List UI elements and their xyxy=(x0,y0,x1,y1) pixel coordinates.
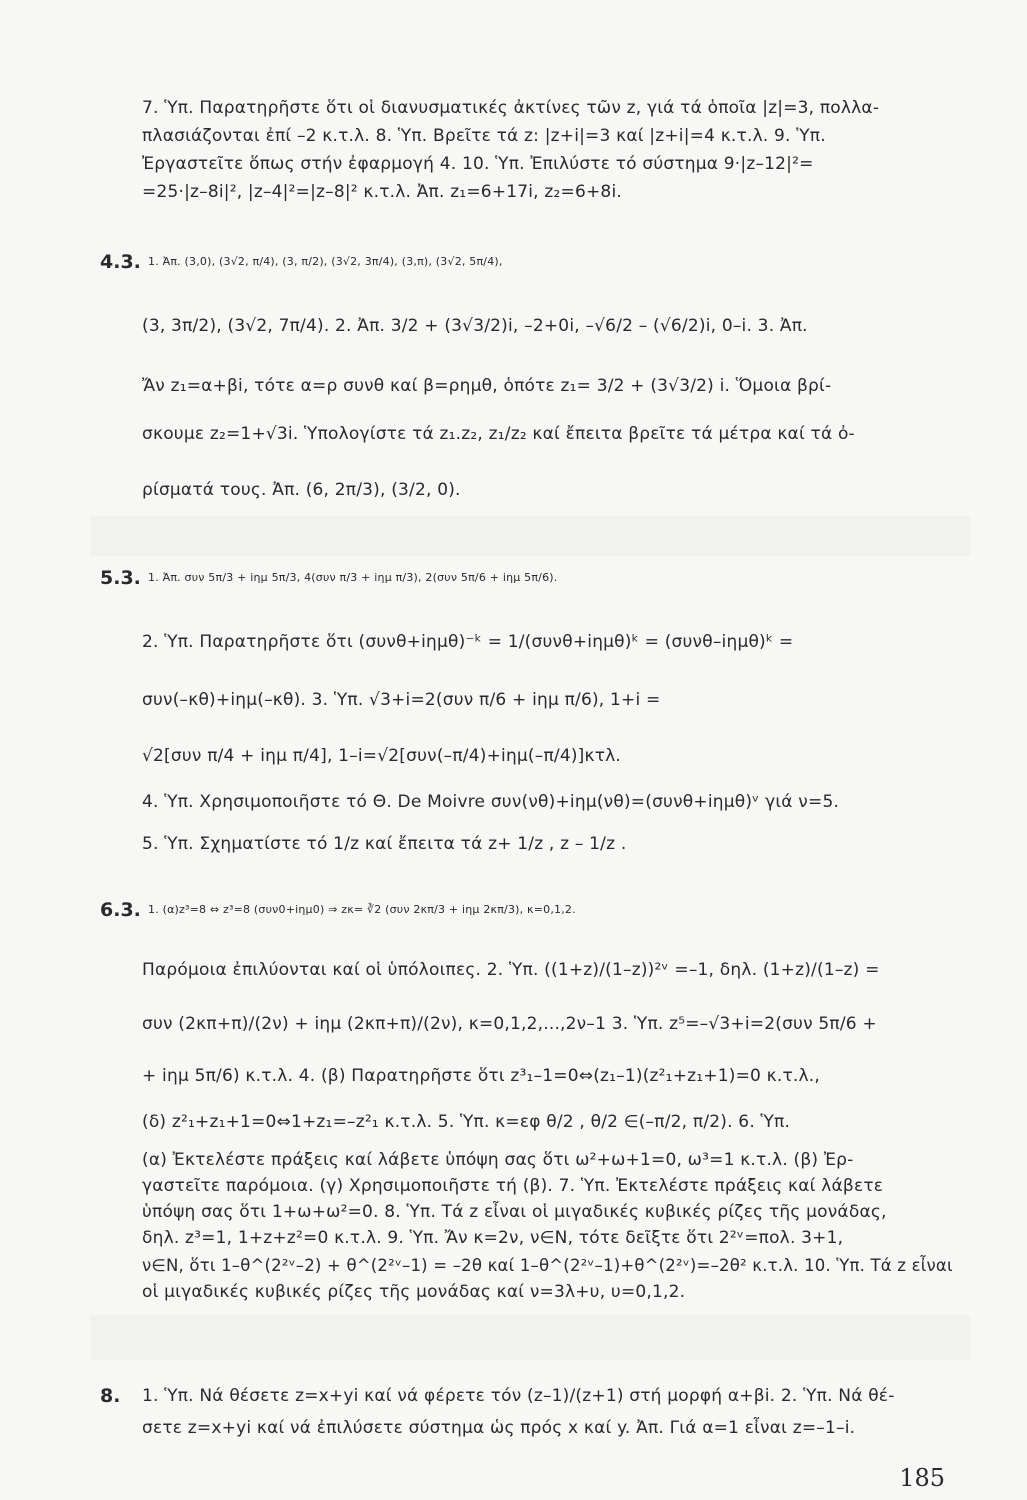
text-line: ὑπόψη σας ὅτι 1+ω+ω²=0. 8. Ὑπ. Τά z εἶναι οἱ μιγαδικές κυβικές ρίζες τῆς μονάδας, xyxy=(142,1202,887,1222)
text-line: 7. Ὑπ. Παρατηρῆστε ὅτι οἱ διανυσματικές ἀκτίνες τῶν z, γιά τά ὁποῖα |z|=3, πολλα- xyxy=(142,98,880,118)
text-line: Παρόμοια ἐπιλύονται καί οἱ ὑπόλοιπες. 2. Ὑπ. ((1+z)/(1–z))²ᵛ =–1, δηλ. (1+z)/(1–z) = xyxy=(142,960,880,980)
text-line: (3, 3π/2), (3√2, 7π/4). 2. Ἀπ. 3/2 + (3√3/2)i, –2+0i, –√6/2 – (√6/2)i, 0–i. 3. Ἀπ. xyxy=(142,316,808,336)
text-line: 4. Ὑπ. Χρησιμοποιῆστε τό Θ. De Moivre συν(νθ)+iημ(νθ)=(συνθ+iημθ)ᵛ γιά ν=5. xyxy=(142,792,840,812)
text-line: Ἐργαστεῖτε ὅπως στήν ἐφαρμογή 4. 10. Ὑπ. Ἐπιλύστε τό σύστημα 9·|z–12|²= xyxy=(142,154,814,174)
text-line: ν∈N, ὅτι 1–θ^(2²ᵛ–2) + θ^(2²ᵛ–1) = –2θ καί 1–θ^(2²ᵛ–1)+θ^(2²ᵛ)=–2θ² κ.τ.λ. 10. Ὑπ. Τά z εἶναι xyxy=(142,1256,953,1275)
text-line: (δ) z²₁+z₁+1=0⇔1+z₁=–z²₁ κ.τ.λ. 5. Ὑπ. κ=εφ θ/2 , θ/2 ∈(–π/2, π/2). 6. Ὑπ. xyxy=(142,1112,791,1132)
text-line: συν(–κθ)+iημ(–κθ). 3. Ὑπ. √3+i=2(συν π/6 + iημ π/6), 1+i = xyxy=(142,690,661,710)
text-line: γαστεῖτε παρόμοια. (γ) Χρησιμοποιῆστε τή (β). 7. Ὑπ. Ἐκτελέστε πράξεις καί λάβετε xyxy=(142,1176,884,1196)
section-label: 5.3. xyxy=(100,567,141,589)
text-line: οἱ μιγαδικές κυβικές ρίζες τῆς μονάδας καί ν=3λ+υ, υ=0,1,2. xyxy=(142,1282,686,1302)
text-line: 1. Ὑπ. Νά θέσετε z=x+yi καί νά φέρετε τόν (z–1)/(z+1) στή μορφή α+βi. 2. Ὑπ. Νά θέ- xyxy=(142,1386,895,1406)
section-label: 8. xyxy=(100,1385,121,1407)
text-line: + iημ 5π/6) κ.τ.λ. 4. (β) Παρατηρῆστε ὅτι z³₁–1=0⇔(z₁–1)(z²₁+z₁+1)=0 κ.τ.λ., xyxy=(142,1066,820,1086)
text-line: 1. (α)z³=8 ⇔ z³=8 (συν0+iημ0) ⇒ zκ= ∛2 (συν 2κπ/3 + iημ 2κπ/3), κ=0,1,2. xyxy=(148,903,576,916)
text-line: Ἄν z₁=α+βi, τότε α=ρ συνθ καί β=ρημθ, ὁπότε z₁= 3/2 + (3√3/2) i. Ὅμοια βρί- xyxy=(142,376,832,396)
text-line: =25·|z–8i|², |z–4|²=|z–8|² κ.τ.λ. Ἀπ. z₁=6+17i, z₂=6+8i. xyxy=(142,182,622,202)
page-number: 185 xyxy=(899,1464,945,1492)
text-line: σκουμε z₂=1+√3i. Ὑπολογίστε τά z₁.z₂, z₁/z₂ καί ἔπειτα βρεῖτε τά μέτρα καί τά ὀ- xyxy=(142,424,855,444)
text-line: σετε z=x+yi καί νά ἐπιλύσετε σύστημα ὡς πρός x καί y. Ἀπ. Γιά α=1 εἶναι z=–1–i. xyxy=(142,1418,856,1438)
text-line: ρίσματά τους. Ἀπ. (6, 2π/3), (3/2, 0). xyxy=(142,480,461,500)
text-line: δηλ. z³=1, 1+z+z²=0 κ.τ.λ. 9. Ὑπ. Ἄν κ=2ν, ν∈N, τότε δεῖξτε ὅτι 2²ᵛ=πολ. 3+1, xyxy=(142,1228,844,1248)
text-line: (α) Ἐκτελέστε πράξεις καί λάβετε ὑπόψη σας ὅτι ω²+ω+1=0, ω³=1 κ.τ.λ. (β) Ἐρ- xyxy=(142,1150,854,1170)
bleed-through-shadow xyxy=(90,1315,970,1360)
text-line: 1. Ἀπ. συν 5π/3 + iημ 5π/3, 4(συν π/3 + iημ π/3), 2(συν 5π/6 + iημ 5π/6). xyxy=(148,571,558,584)
text-line: συν (2κπ+π)/(2ν) + iημ (2κπ+π)/(2ν), κ=0,1,2,...,2ν–1 3. Ὑπ. z⁵=–√3+i=2(συν 5π/6 + xyxy=(142,1014,877,1034)
text-line: 5. Ὑπ. Σχηματίστε τό 1/z καί ἔπειτα τά z+ 1/z , z – 1/z . xyxy=(142,834,627,854)
text-line: 2. Ὑπ. Παρατηρῆστε ὅτι (συνθ+iημθ)⁻ᵏ = 1/(συνθ+iημθ)ᵏ = (συνθ–iημθ)ᵏ = xyxy=(142,632,794,652)
text-line: 1. Ἀπ. (3,0), (3√2, π/4), (3, π/2), (3√2, 3π/4), (3,π), (3√2, 5π/4), xyxy=(148,255,503,268)
bleed-through-shadow xyxy=(90,516,970,556)
text-line: √2[συν π/4 + iημ π/4], 1–i=√2[συν(–π/4)+iημ(–π/4)]κτλ. xyxy=(142,746,622,766)
section-label: 4.3. xyxy=(100,251,141,273)
text-line: πλασιάζονται ἐπί –2 κ.τ.λ. 8. Ὑπ. Βρεῖτε τά z: |z+i|=3 καί |z+i|=4 κ.τ.λ. 9. Ὑπ. xyxy=(142,126,826,146)
section-label: 6.3. xyxy=(100,899,141,921)
